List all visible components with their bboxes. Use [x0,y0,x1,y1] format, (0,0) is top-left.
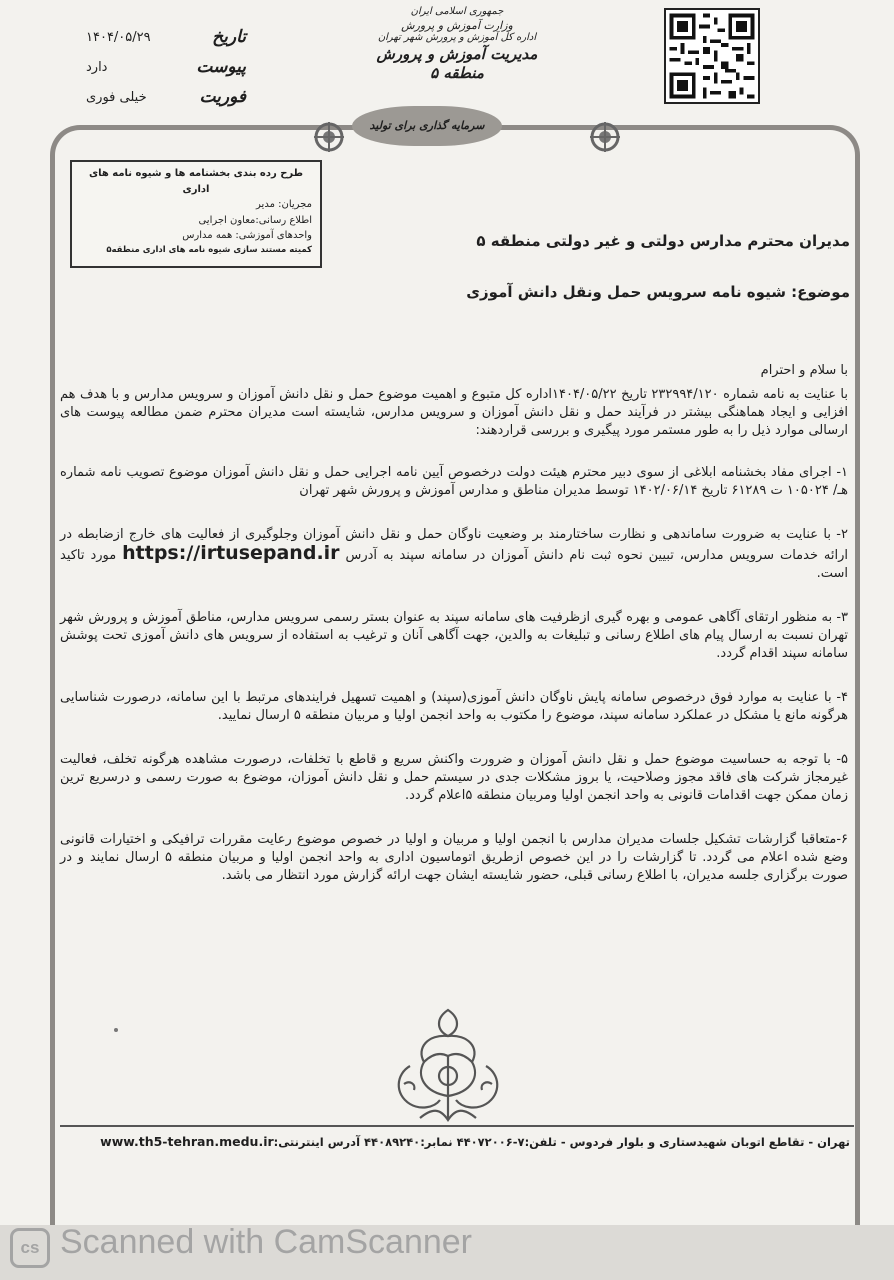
urgency-value: خیلی فوری [86,89,147,105]
item-6: ۶-متعاقبا گزارشات تشکیل جلسات مدیران مدارس با انجمن اولیا و مربیان و اولیا در خصوص موضوع رعایت مقررات ترافیکی و اختیارات قانونی وضع شده اعلام می گردد. تا گزارشات را در این خصوص ازطریق اتوماسیون اداری به واحد انجمن اولیا و مربیان منطقه ۵ ارسال نمایند و در صورت برگزاری جلسه مدیران، با اطلاع رسانی قبلی، حضور شایسته ایشان جهت ارائه گزارش مورد انتظار می باشد. [60,832,849,883]
letter-recipient: مدیران محترم مدارس دولتی و غیر دولتی منطقه ۵ [476,232,850,250]
footer-divider [60,1125,854,1127]
item-5: ۵- با توجه به حساسیت موضوع حمل و نقل دانش آموزان و ضرورت واکنش سریع و قاطع با تخلفات، درصورت مشاهده هرگونه تخلف، فعالیت غیرمجاز شرکت های فاقد مجوز وصلاحیت، یا بروز مشکلات جدی در سیستم حمل و نقل دانش آموزان، موضوع به صورت رسمی و درسریع ترین زمان ممکن جهت اقدامات قانونی به واحد انجمن اولیا ومربیان منطقه ۵اعلام گردد. [60,752,848,803]
item-3: ۳- به منظور ارتقای آگاهی عمومی و بهره گیری ازظرفیت های سامانه سپند به عنوان بستر رسمی سرویس مدارس، مناطق آموزش و پرورش شهر تهران نسبت به ارسال پیام های اطلاع رسانی و تبلیغات به والدین، جهت آگاهی آنان و ترغیب به استفاده از سرویس های دانش آموزی تحت پوشش سامانه سپند اقدام گردد. [60,610,848,661]
ministry-name: وزارت آموزش و پرورش [401,18,513,32]
region-office-name: مدیریت آموزش و پرورش منطقه ۵ [376,44,538,82]
stamp-title: طرح رده بندی بخشنامه ها و شیوه نامه های اداری [88,168,304,195]
attachment-label: پیوست [196,57,246,77]
camscanner-logo-icon: cs [10,1228,50,1268]
stamp-units: واحدهای آموزشی: همه مدارس [182,230,312,241]
ministry-emblem-icon [380,1004,516,1126]
footer-website-link[interactable]: www.th5-tehran.medu.ir [100,1134,274,1149]
item-2 [60,526,848,583]
sepand-url-link[interactable]: https://irtusepand.ir [122,542,340,564]
item-2-end: مورد تاکید است. [60,548,848,581]
ink-dot [114,1028,118,1032]
stamp-executors: مجریان: مدیر [256,199,312,210]
general-office-name: اداره کل آموزش و پرورش شهر تهران [377,32,537,44]
date-value: ۱۴۰۴/۰۵/۲۹ [86,29,151,45]
attachment-row [86,52,246,82]
date-label: تاریخ [212,27,246,47]
country-name: جمهوری اسلامی ایران [410,6,504,17]
stamp-notify: اطلاع رسانی:معاون اجرایی [198,214,312,226]
qr-code [664,8,760,104]
urgency-row [86,82,246,112]
greeting: با سلام و احترام [760,363,848,378]
letter-subject: موضوع: شیوه نامه سرویس حمل ونقل دانش آموزی [466,283,850,301]
ornament-left-icon [312,120,346,154]
item-2-text: ۲- با عنایت به ضرورت ساماندهی و نظارت ساختارمند بر وضعیت ناوگان حمل و نقل دانش آموزان وجلوگیری از فعالیت های خارج ازضابطه در ارائه خدمات سرویس مدارس، تبیین نحوه ثبت نام دانش آموزان در سامانه سپند به آدرس [60,527,848,563]
slogan-banner: سرمایه گذاری برای تولید [352,106,502,146]
camscanner-watermark-text: Scanned with CamScanner [60,1223,473,1261]
ornament-right-icon [588,120,622,154]
item-1: ۱- اجرای مفاد بخشنامه ابلاغی از سوی دبیر محترم هیئت دولت درخصوص آیین نامه اجرایی حمل و نقل دانش آموزان موضوع تصویب نامه شماره هـ/ ۱۰۵۰۲۴ ت ۶۱۲۸۹ تاریخ ۱۴۰۲/۰۶/۱۴ توسط مدیران مناطق و مدارس آموزش و پرورش شهر تهران [60,465,848,498]
item-4: ۴- با عنایت به موارد فوق درخصوص سامانه پایش ناوگان دانش آموزی(سپند) و اهمیت تسهیل فرایندهای مرتبط با این سامانه، درصورت شناسایی هرگونه مانع یا مشکل در عملکرد سامانه سپند، موضوع را مکتوب به واحد انجمن اولیا و مربیان منطقه ۵ ارسال نمایید. [60,690,848,723]
date-row [86,22,246,52]
letter-meta [86,22,246,112]
classification-stamp [70,160,322,268]
footer-address: تهران - تقاطع اتوبان شهیدستاری و بلوار فردوس - تلفن:۷-۴۴۰۷۲۰۰۶ نمابر:۴۴۰۸۹۲۴۰ آدرس اینترنتی: [273,1135,850,1149]
letterhead [372,6,542,82]
letter-footer [60,1134,850,1149]
intro-paragraph: با عنایت به نامه شماره ۲۳۲۹۹۴/۱۲۰ تاریخ ۱۴۰۴/۰۵/۲۲اداره کل متبوع و اهمیت موضوع حمل و نقل دانش آموزان و سرویس مدارس و با هدف هم افزایی و ایجاد هماهنگی بیشتر در فرآیند حمل و نقل دانش آموزان و سرویس مدارس، شایسته است مدیران محترم ضمن مطالعه پیوست های ارسالی موارد ذیل را به طور مستمر مورد پیگیری و بررسی قراردهند: [60,387,848,438]
stamp-committee: کمیته مستند سازی شیوه نامه های اداری منطقه۵ [106,244,312,255]
attachment-value: دارد [86,59,108,75]
letter-body [60,362,848,911]
urgency-label: فوریت [199,87,246,107]
